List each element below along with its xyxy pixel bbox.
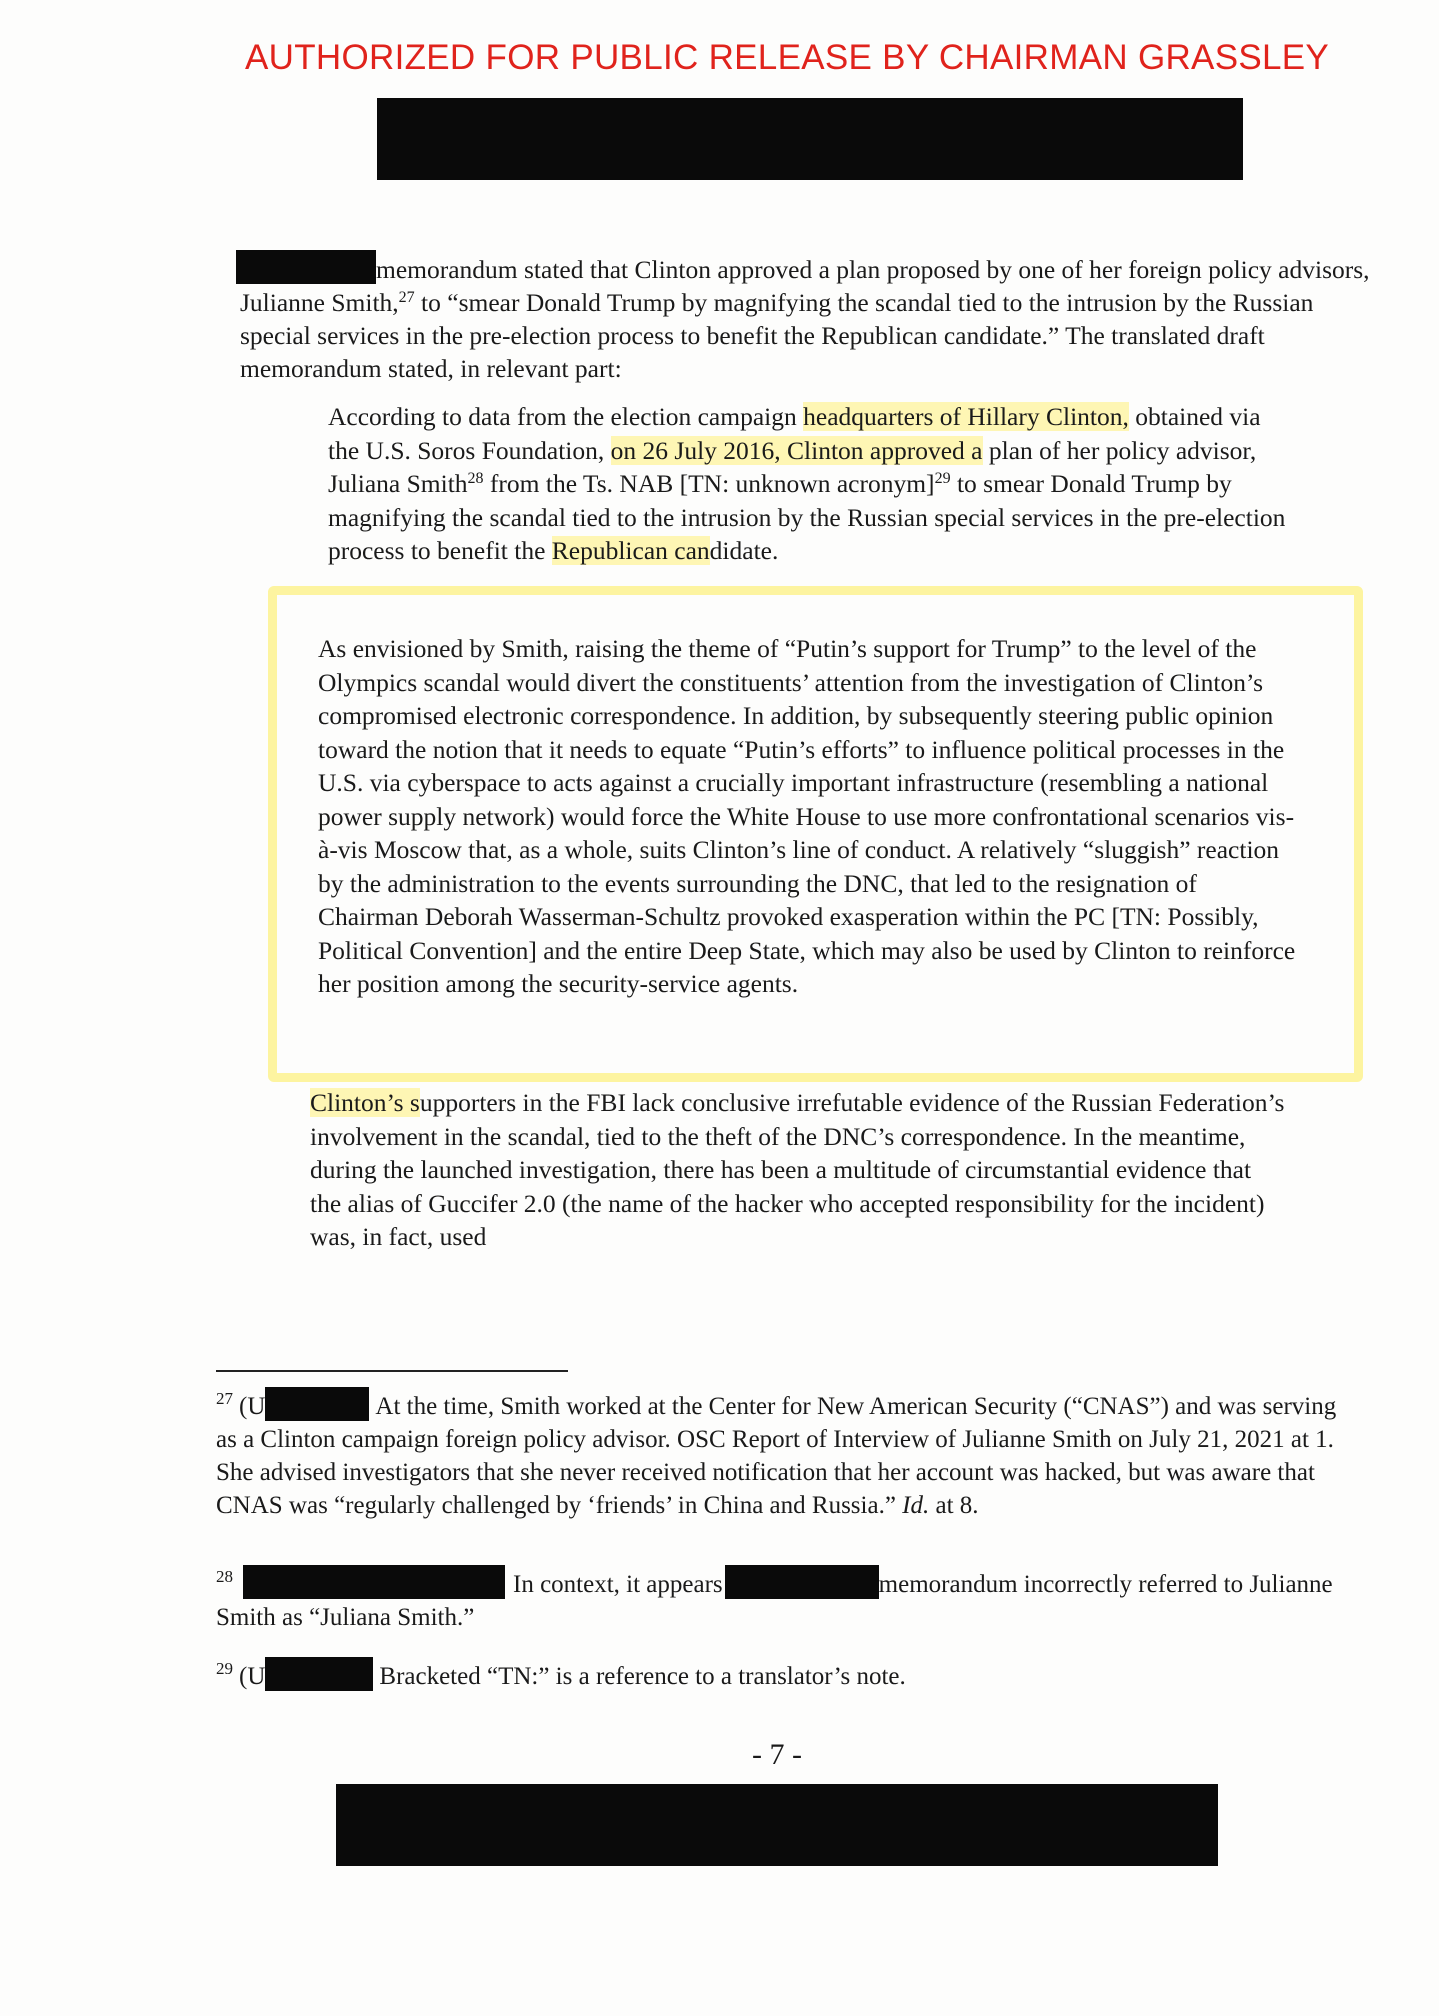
footnote-redaction	[265, 1657, 373, 1691]
footnote-27-text: At the time, Smith worked at the Center for New American Security (“CNAS”) and was serving as a Clinton campaign foreign policy advisor. OSC Report of Interview of Julianne Smith on July 21, 2021 at 1. She advised investigators that she never received notification that her account was hacked, but was aware that CNAS was “regularly challenged by ‘friends’ in China and Russia.”	[216, 1393, 1337, 1519]
classification-marker: (U	[239, 1393, 266, 1420]
footnote-29-text: Bracketed “TN:” is a reference to a translator’s note.	[379, 1663, 906, 1690]
quote-paragraph-2	[318, 632, 1300, 1001]
quote1-text-a: According to data from the election campaign	[328, 402, 804, 431]
footnote-27-cite-tail: at 8.	[929, 1492, 979, 1519]
bottom-redaction-bar	[336, 1784, 1218, 1866]
quote1-text-g: to smear Donald Trump by magnifying the scandal tied to the intrusion by the Russian special services in the pre-election process to benefit the	[328, 469, 1286, 565]
top-redaction-bar	[377, 98, 1243, 180]
quote1-text-f: from the Ts. NAB [TN: unknown acronym]	[483, 469, 935, 498]
footnote-27-cite: Id.	[902, 1492, 930, 1519]
footnote-ref-27: 27	[398, 289, 415, 306]
quote1-highlight-h: Republican can	[551, 536, 710, 565]
footnote-redaction	[725, 1565, 879, 1599]
classification-marker: (U	[239, 1663, 266, 1690]
quote1-highlight-b: headquarters of Hillary Clinton,	[803, 402, 1129, 431]
intro-text-2: to “smear Donald Trump by magnifying the scandal tied to the intrusion by the Russian special services in the pre-election process to benefit the Republican candidate.” The translated draft memorandum stated, in relevant part:	[240, 288, 1314, 383]
footnote-number-28: 28	[216, 1567, 233, 1586]
footnote-redaction	[265, 1387, 369, 1421]
quote2-text: As envisioned by Smith, raising the theme of “Putin’s support for Trump” to the level of the Olympics scandal would divert the constituents’ attention from the investigation of Clinton’s compromised electronic correspondence. In addition, by subsequently steering public opinion toward the notion that it needs to equate “Putin’s efforts” to influence political processes in the U.S. via cyberspace to acts against a crucially important infrastructure (resembling a national power supply network) would force the White House to use more confrontational scenarios vis-à-vis Moscow that, as a whole, suits Clinton’s line of conduct. A relatively “sluggish” reaction by the administration to the events surrounding the DNC, that led to the resignation of Chairman Deborah Wasserman-Schultz provoked exasperation within the PC [TN: Possibly, Political Convention] and the entire Deep State, which may also be used by Clinton to reinforce her position among the security-service agents.	[318, 634, 1296, 998]
footnote-28	[216, 1560, 1356, 1634]
quote1-text-i: didate.	[709, 536, 779, 565]
intro-paragraph	[240, 250, 1370, 385]
footnote-divider	[216, 1370, 568, 1372]
quote3-text: upporters in the FBI lack conclusive irrefutable evidence of the Russian Federation’s involvement in the scandal, tied to the theft of the DNC’s correspondence. In the meantime, during the launched investigation, there has been a multitude of circumstantial evidence that the alias of Guccifer 2.0 (the name of the hacker who accepted responsibility for the incident) was, in fact, used	[310, 1088, 1285, 1251]
quote-paragraph-1	[328, 400, 1288, 568]
footnote-number-29: 29	[216, 1659, 233, 1678]
footnote-28-text-1: In context, it appears	[513, 1571, 723, 1598]
quote1-text-e: plan of her policy advisor, Juliana Smith	[328, 435, 1257, 498]
footnote-redaction	[243, 1565, 505, 1599]
footnote-28-text-2: memorandum incorrectly referred to Julianne Smith as “Juliana Smith.”	[216, 1571, 1333, 1631]
intro-text-1: memorandum stated that Clinton approved a plan proposed by one of her foreign policy advisors, Julianne Smith,	[240, 255, 1370, 317]
quote1-text-c: obtained via the U.S. Soros Foundation,	[328, 402, 1261, 465]
inline-redaction	[236, 250, 376, 284]
footnote-number-27: 27	[216, 1389, 233, 1408]
page-number: - 7 -	[752, 1738, 802, 1771]
quote1-highlight-d: on 26 July 2016, Clinton approved a	[610, 435, 983, 465]
footnote-27	[216, 1382, 1356, 1522]
quote3-highlight: Clinton’s s	[310, 1088, 420, 1117]
footnote-29	[216, 1652, 1356, 1693]
release-header: AUTHORIZED FOR PUBLIC RELEASE BY CHAIRMAN GRASSLEY	[245, 38, 1330, 77]
footnote-ref-29: 29	[934, 470, 951, 487]
quote-paragraph-3	[310, 1086, 1285, 1254]
footnote-ref-28: 28	[467, 470, 484, 487]
